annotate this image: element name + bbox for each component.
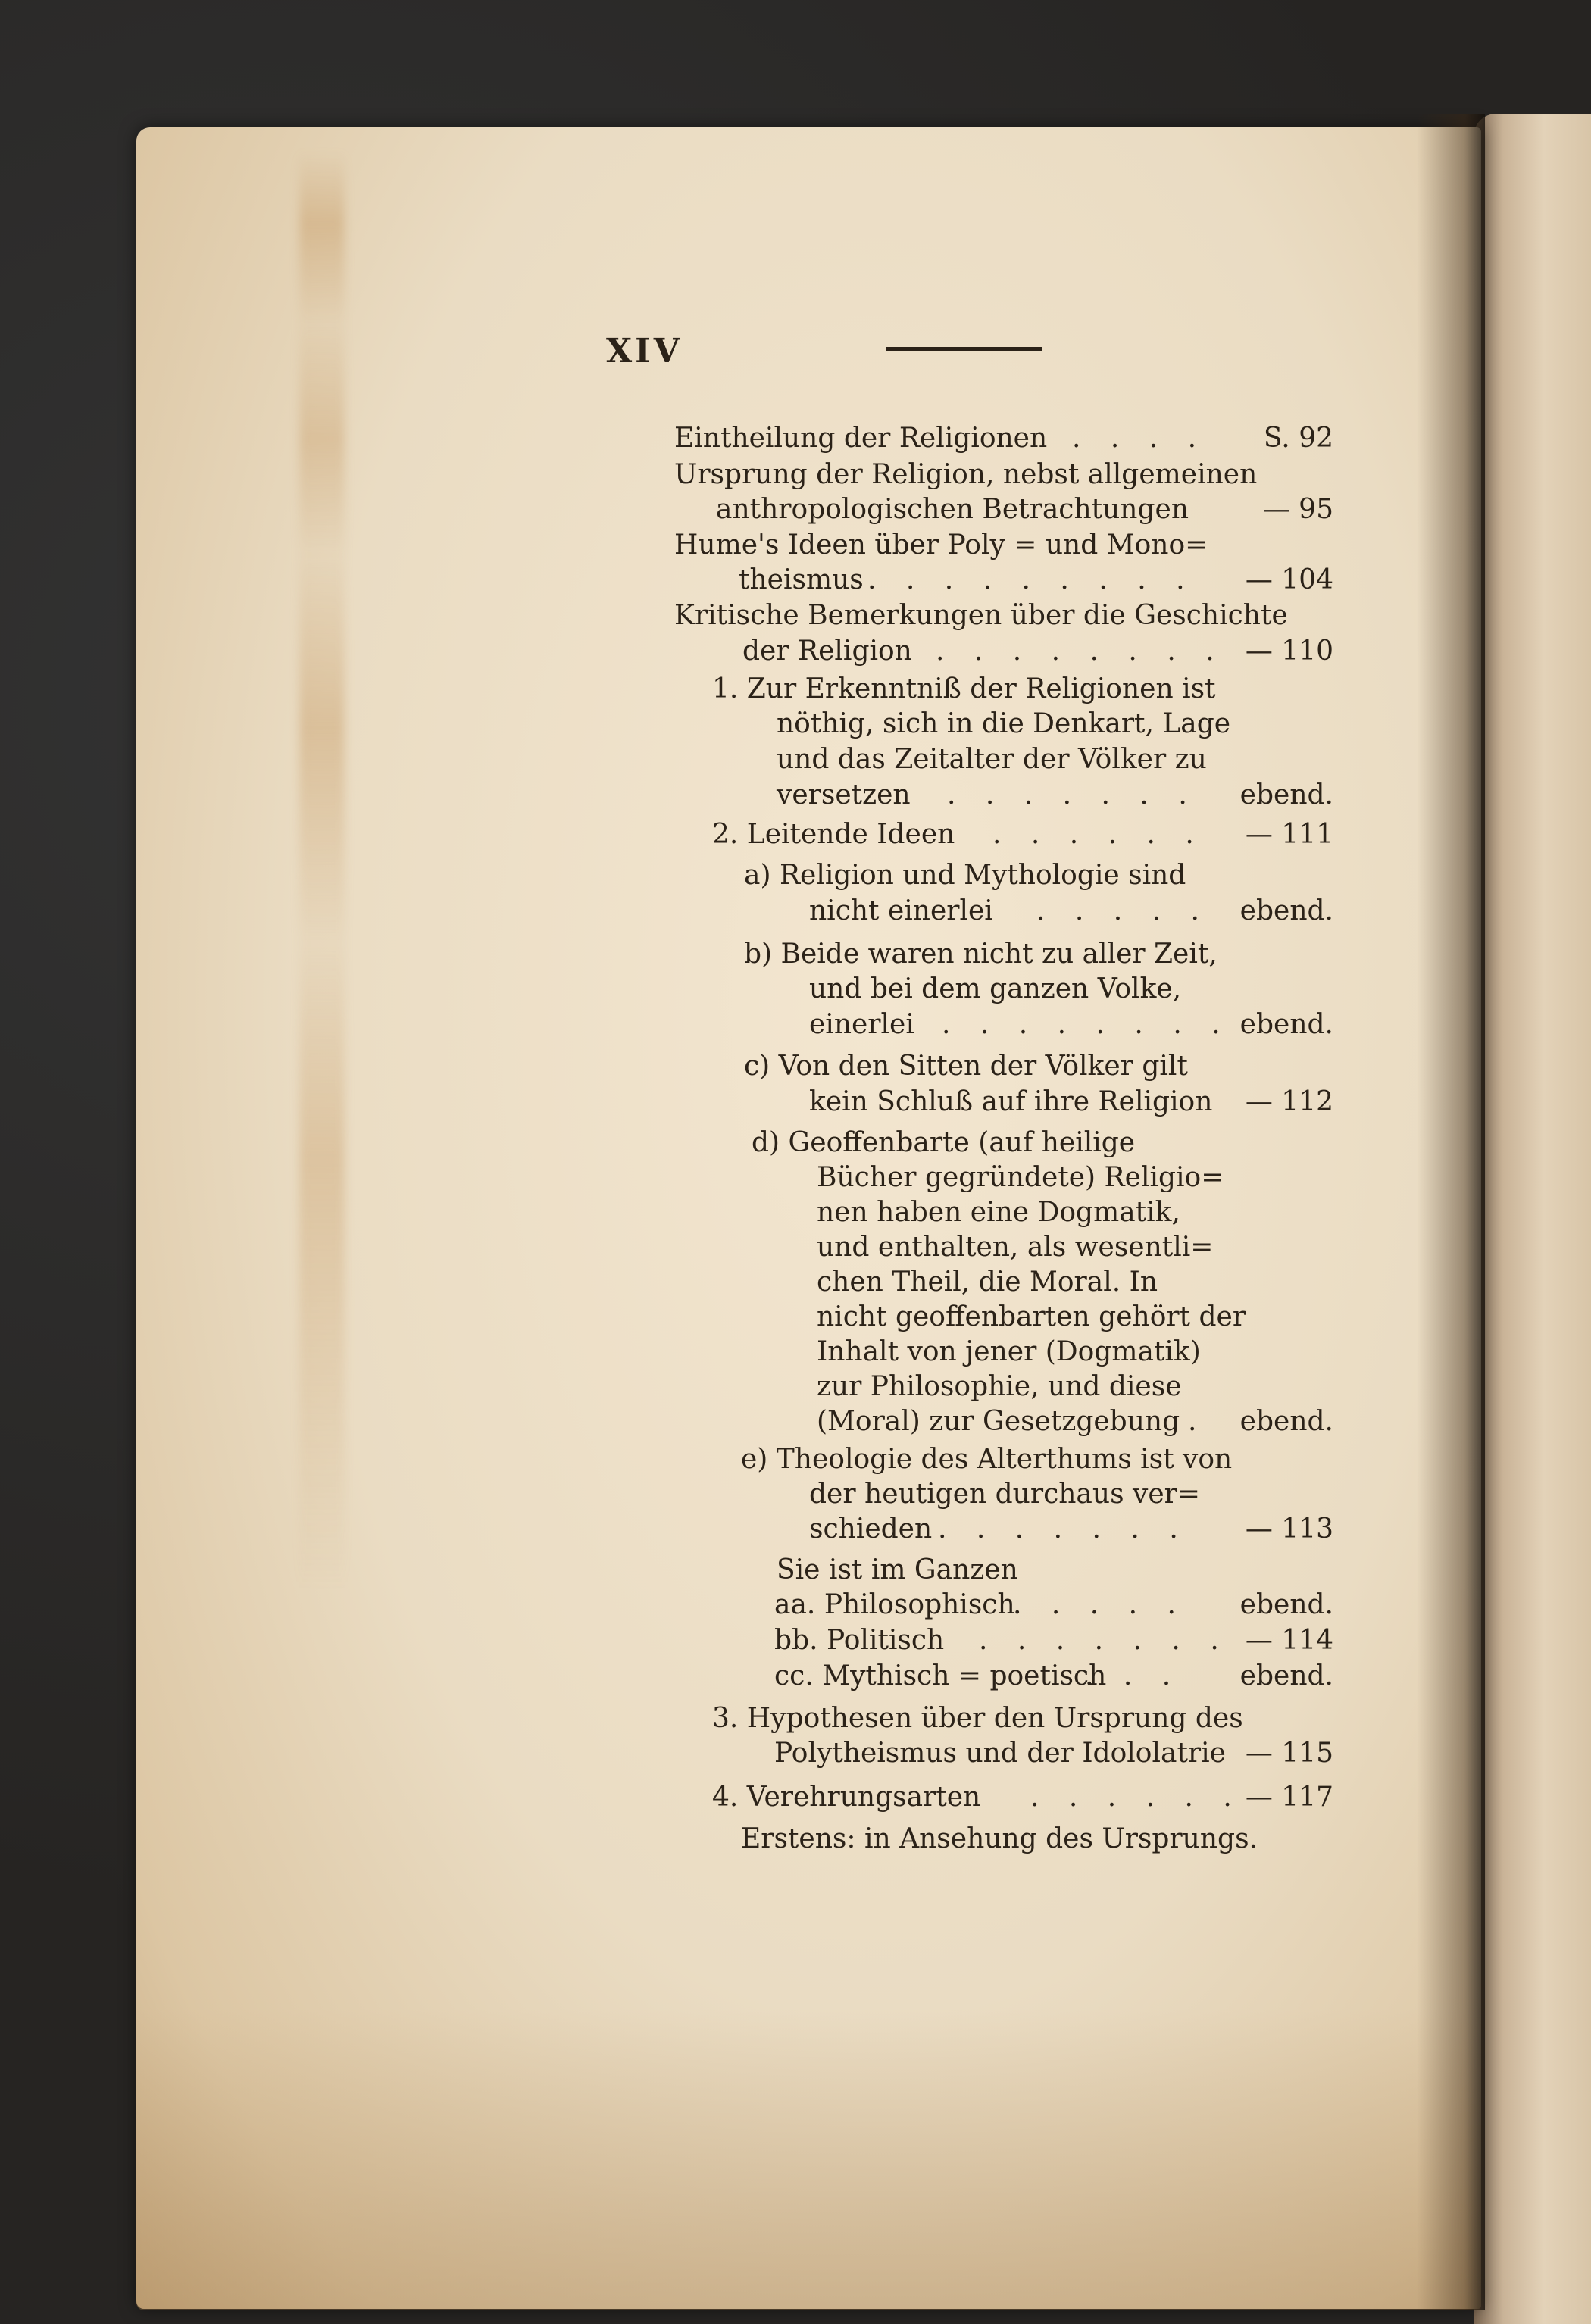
toc-entry-text: 2. Leitende Ideen [712, 819, 955, 850]
toc-entry-text: cc. Mythisch = poetisch [774, 1660, 1107, 1691]
dot-leader: . [1188, 1406, 1208, 1437]
toc-entry-page: ebend. [1239, 1009, 1333, 1040]
toc-entry-text: der Religion [742, 636, 912, 667]
toc-entry-text: Polytheismus und der Idololatrie [774, 1738, 1226, 1769]
toc-entry [817, 1195, 1333, 1230]
toc-entry [712, 817, 1333, 852]
toc-entry [742, 634, 1333, 669]
toc-entry [817, 1370, 1333, 1404]
toc-entry-text: der heutigen durchaus ver= [809, 1479, 1201, 1510]
toc-entry [712, 1780, 1333, 1815]
toc-entry [809, 1477, 1333, 1512]
toc-entry-text: nöthig, sich in die Denkart, Lage [777, 708, 1231, 739]
toc-entry-text: versetzen [777, 779, 911, 811]
toc-entry-text: Sie ist im Ganzen [777, 1554, 1018, 1585]
toc-entry-page: — 104 [1245, 564, 1333, 595]
facing-page-edge [1474, 114, 1591, 2324]
toc-entry [674, 458, 1333, 492]
toc-entry-text: Eintheilung der Religionen [674, 423, 1048, 454]
toc-entry-text: Erstens: in Ansehung des Ursprungs. [741, 1823, 1258, 1854]
toc-entry [809, 972, 1333, 1007]
toc-entry [774, 1588, 1333, 1623]
toc-entry-page: — 111 [1245, 819, 1333, 850]
toc-entry-text: nicht geoffenbarten gehört der [817, 1301, 1246, 1332]
toc-entry-text: und bei dem ganzen Volke, [809, 973, 1182, 1004]
toc-entry [774, 1623, 1333, 1658]
toc-entry [739, 563, 1333, 598]
toc-entry-text: chen Theil, die Moral. In [817, 1267, 1158, 1298]
toc-entry-page: — 114 [1245, 1625, 1333, 1656]
dot-leader: . . . . . . . [947, 779, 1198, 811]
toc-entry-text: zur Philosophie, und diese [817, 1371, 1182, 1402]
toc-entry-text: bb. Politisch [774, 1625, 945, 1656]
book-gutter [1417, 114, 1485, 2310]
toc-entry [817, 1230, 1333, 1265]
toc-entry [817, 1300, 1333, 1335]
dot-leader: . . . . . . [992, 819, 1205, 850]
toc-entry [674, 421, 1333, 456]
dot-leader: . . . . . [1013, 1589, 1186, 1620]
toc-entry [741, 1822, 1333, 1857]
toc-entry-text: nicht einerlei [809, 895, 993, 926]
toc-entry-text: Ursprung der Religion, nebst allgemeinen [674, 459, 1258, 490]
page-edge-stain [136, 2007, 1481, 2310]
toc-entry-text: 4. Verehrungsarten [712, 1782, 981, 1813]
dot-leader: . . . . . . . . . [867, 564, 1196, 595]
toc-entry [817, 1265, 1333, 1300]
toc-entry-text: d) Geoffenbarte (auf heilige [752, 1127, 1136, 1158]
toc-entry-text: nen haben eine Dogmatik, [817, 1197, 1180, 1228]
toc-entry-text: Bücher gegründete) Religio= [817, 1162, 1224, 1193]
toc-entry-text: anthropologischen Betrachtungen [716, 494, 1189, 525]
toc-entry-text: und das Zeitalter der Völker zu [777, 744, 1207, 775]
toc-entry-text: einerlei [809, 1009, 914, 1040]
toc-entry [744, 937, 1333, 972]
page-stain [299, 151, 345, 1591]
toc-entry-page: — 110 [1245, 636, 1333, 667]
toc-entry-text: 3. Hypothesen über den Ursprung des [712, 1703, 1243, 1734]
toc-entry-text: a) Religion und Mythologie sind [744, 860, 1186, 891]
toc-entry [817, 1160, 1333, 1195]
toc-entry [809, 1007, 1333, 1042]
toc-entry-text: theismus [739, 564, 864, 595]
toc-entry [777, 778, 1333, 813]
toc-entry [712, 672, 1333, 707]
toc-entry-text: Inhalt von jener (Dogmatik) [817, 1336, 1201, 1367]
dot-leader: . . . . . . [1030, 1782, 1242, 1813]
toc-entry [777, 707, 1333, 742]
page-number: XIV [606, 332, 683, 370]
toc-entry-page: S. 92 [1263, 423, 1333, 454]
toc-entry [752, 1126, 1333, 1160]
toc-entry [817, 1404, 1333, 1439]
toc-entry [744, 858, 1333, 893]
toc-entry [712, 1701, 1333, 1736]
dot-leader: . . . . . . . . [942, 1009, 1231, 1040]
header-rule [886, 347, 1042, 351]
toc-entry [774, 1736, 1333, 1771]
dot-leader: . . . . . . . [979, 1625, 1230, 1656]
toc-entry-text: c) Von den Sitten der Völker gilt [744, 1051, 1188, 1082]
toc-entry-page: — 115 [1245, 1738, 1333, 1769]
toc-entry [741, 1442, 1333, 1477]
toc-entry-page: — 95 [1262, 494, 1333, 525]
toc-entry [809, 1512, 1333, 1547]
toc-entry-text: Hume's Ideen über Poly = und Mono= [674, 529, 1208, 561]
toc-entry [809, 1085, 1333, 1120]
toc-entry-text: schieden [809, 1513, 933, 1545]
toc-entry-page: ebend. [1239, 779, 1333, 811]
toc-entry-text: 1. Zur Erkenntniß der Religionen ist [712, 673, 1216, 704]
toc-entry-page: — 113 [1245, 1513, 1333, 1545]
toc-entry-text: Kritische Bemerkungen über die Geschichte [674, 600, 1288, 631]
toc-entry-text: (Moral) zur Gesetzgebung [817, 1406, 1180, 1437]
toc-entry-page: — 117 [1245, 1782, 1333, 1813]
dot-leader: . . . . . . . [938, 1513, 1189, 1545]
toc-entry-page: ebend. [1239, 1589, 1333, 1620]
toc-entry [674, 528, 1333, 563]
toc-entry [674, 598, 1333, 633]
dot-leader: . . . . . . . . [936, 636, 1225, 667]
toc-entry [744, 1049, 1333, 1084]
toc-entry-text: e) Theologie des Alterthums ist von [741, 1444, 1233, 1475]
dot-leader: . . . . . [1036, 895, 1210, 926]
toc-entry [809, 894, 1333, 929]
toc-entry-text: b) Beide waren nicht zu aller Zeit, [744, 939, 1217, 970]
toc-entry-page: — 112 [1245, 1086, 1333, 1117]
toc-entry [777, 1553, 1333, 1588]
toc-entry [716, 492, 1333, 527]
toc-entry [774, 1659, 1333, 1694]
toc-entry-text: und enthalten, als wesentli= [817, 1232, 1214, 1263]
toc-entry-page: ebend. [1239, 1406, 1333, 1437]
toc-entry [817, 1335, 1333, 1370]
toc-entry-page: ebend. [1239, 1660, 1333, 1691]
toc-entry-page: ebend. [1239, 895, 1333, 926]
dot-leader: . . . [1085, 1660, 1182, 1691]
toc-entry-text: aa. Philosophisch [774, 1589, 1015, 1620]
dot-leader: . . . . [1072, 423, 1208, 454]
toc-entry-text: kein Schluß auf ihre Religion [809, 1086, 1213, 1117]
toc-entry [777, 742, 1333, 777]
